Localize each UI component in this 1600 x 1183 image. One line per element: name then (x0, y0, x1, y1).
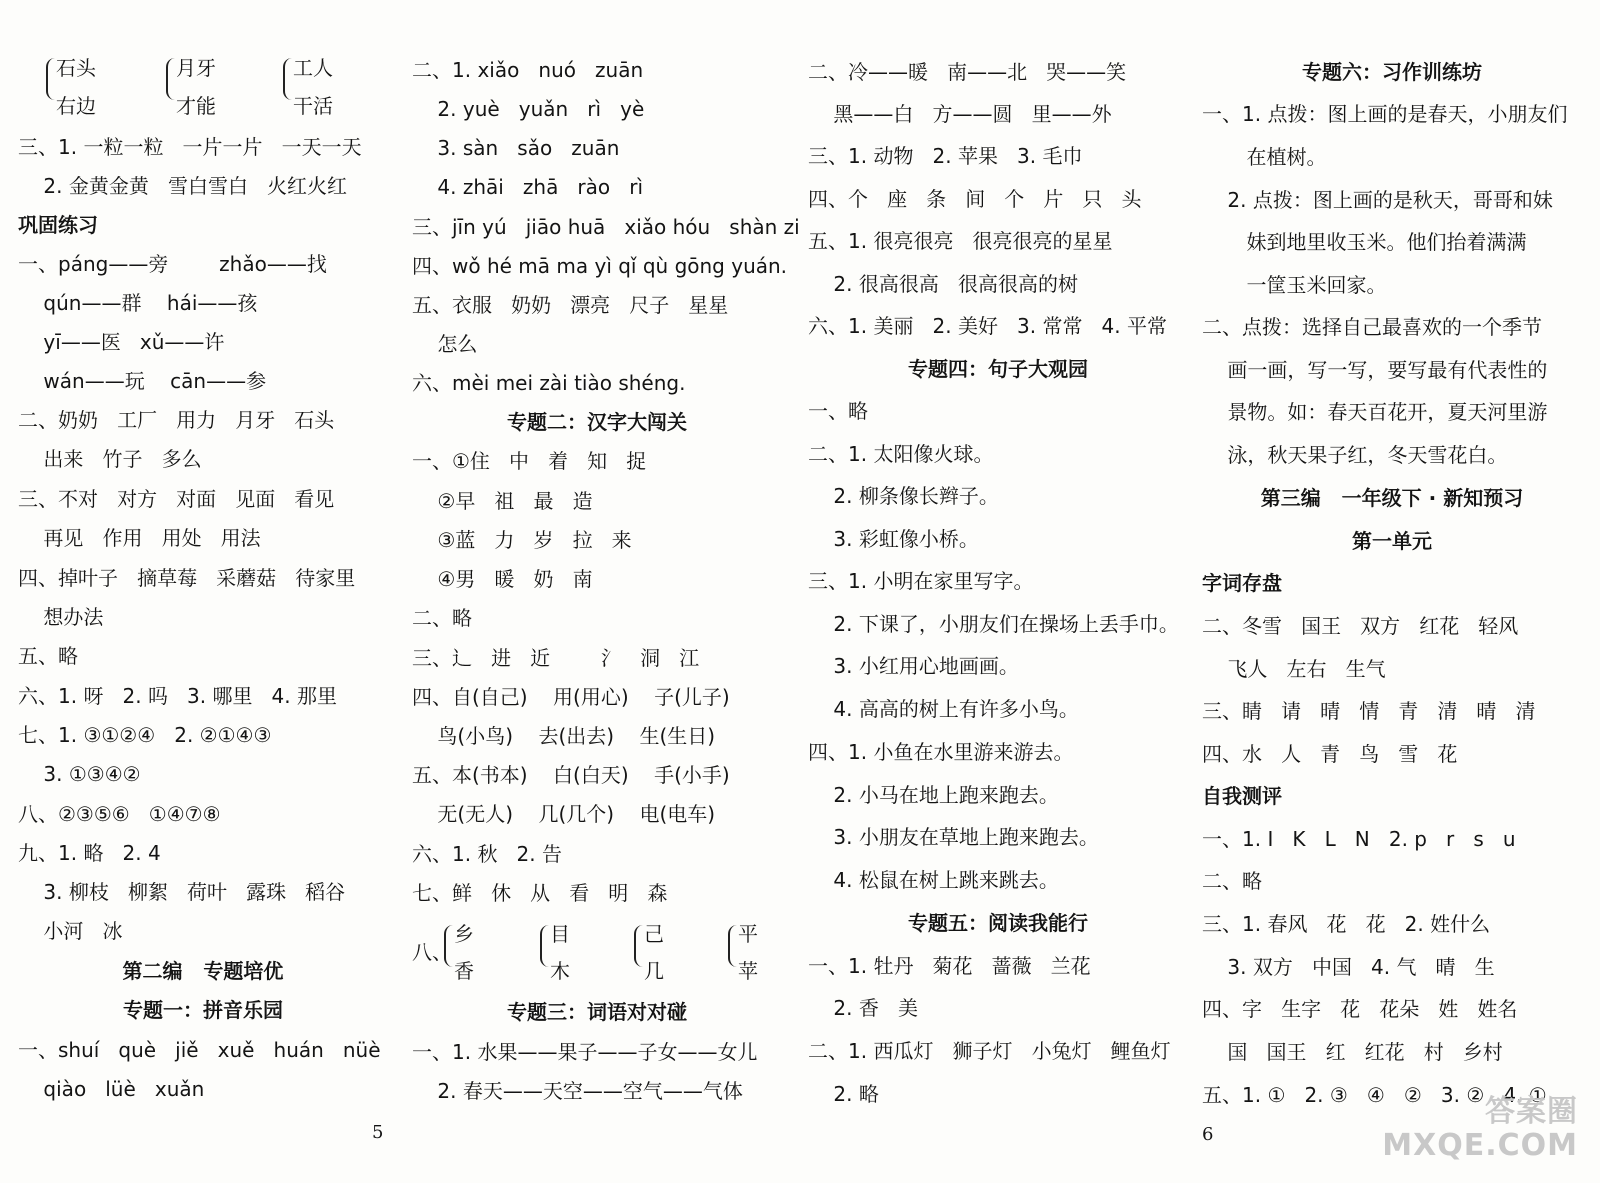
brace-word: 月牙 (176, 56, 216, 80)
answer-line: 一、1. I K L N 2. p r s u (1202, 827, 1516, 851)
answer-line: 三、jīn yú jiāo huā xiǎo hóu shàn zi (412, 215, 800, 239)
brace-word: 右边 (56, 94, 96, 118)
brace-word: 干活 (293, 94, 333, 118)
answer-line: 4. 松鼠在树上跳来跳去。 (808, 868, 1059, 892)
answer-line: 一、1. 水果——果子——子女——女儿 (412, 1040, 758, 1064)
answer-line: 无(无人) 几(几个) 电(电车) (412, 802, 716, 826)
answer-line: 2. 略 (808, 1082, 879, 1106)
topic-heading: 专题六：习作训练坊 (1302, 60, 1482, 84)
answer-line: 2. 很高很高 很高很高的树 (808, 272, 1078, 296)
answer-line: 四、水 人 青 鸟 雪 花 (1202, 742, 1458, 766)
answer-line: 2. 点拨：图上画的是秋天，哥哥和妹 (1202, 188, 1553, 212)
topic-heading: 专题三：词语对对碰 (507, 1000, 687, 1024)
answer-line: 黑——白 方——圆 里——外 (808, 102, 1112, 126)
answer-line: 画一画，写一写，要写最有代表性的 (1202, 358, 1548, 382)
answer-line: 三、辶 进 近 氵 洞 江 (412, 646, 700, 670)
answer-line: 四、1. 小鱼在水里游来游去。 (808, 740, 1074, 764)
answer-line: 一筐玉米回家。 (1202, 273, 1387, 297)
section-label: 自我测评 (1202, 784, 1282, 808)
answer-line: 四、个 座 条 间 个 片 只 头 (808, 187, 1142, 211)
answer-line: 妹到地里收玉米。他们抬着满满 (1202, 230, 1527, 254)
answer-line: 3. 小朋友在草地上跑来跑去。 (808, 825, 1099, 849)
topic-heading: 专题四：句子大观园 (908, 357, 1088, 381)
answer-line: 怎么 (412, 332, 478, 356)
section-label: 巩固练习 (18, 213, 98, 237)
answer-prefix: 八、 (412, 940, 452, 964)
answer-line: 3. 彩虹像小桥。 (808, 527, 979, 551)
brace (728, 925, 738, 967)
answer-line: 六、1. 秋 2. 告 (412, 842, 562, 866)
answer-line: 三、不对 对方 对面 见面 看见 (18, 487, 335, 511)
answer-line: 六、mèi mei zài tiào shéng. (412, 371, 686, 395)
page-number: 5 (372, 1122, 384, 1143)
part-heading: 第三编 一年级下 · 新知预习 (1260, 486, 1524, 510)
answer-line: ③蓝 力 岁 拉 来 (412, 528, 632, 552)
answer-line: 国 国王 红 红花 村 乡村 (1202, 1040, 1503, 1064)
answer-line: 六、1. 美丽 2. 美好 3. 常常 4. 平常 (808, 314, 1167, 338)
answer-line: 3. 柳枝 柳絮 荷叶 露珠 稻谷 (18, 880, 346, 904)
answer-line: 三、睛 请 晴 情 青 清 晴 清 (1202, 699, 1536, 723)
answer-line: 八、②③⑤⑥ ①④⑦⑧ (18, 802, 221, 826)
answer-line: 2. 香 美 (808, 996, 918, 1020)
answer-line: 二、略 (1202, 869, 1262, 893)
brace (634, 925, 644, 967)
answer-line: 2. 小马在地上跑来跑去。 (808, 783, 1059, 807)
answer-line: 二、略 (412, 606, 472, 630)
answer-line: 飞人 左右 生气 (1202, 657, 1386, 681)
answer-line: 一、略 (808, 399, 868, 423)
topic-heading: 专题二：汉字大闯关 (507, 410, 687, 434)
answer-line: 3. 双方 中国 4. 气 晴 生 (1202, 955, 1495, 979)
answer-line: 九、1. 略 2. 4 (18, 841, 161, 865)
answer-line: 2. 春天——天空——空气——气体 (412, 1079, 743, 1103)
watermark (1382, 1095, 1578, 1163)
answer-line: 小河 冰 (18, 919, 123, 943)
answer-line: 一、1. 点拨：图上画的是春天，小朋友们 (1202, 102, 1568, 126)
answer-line: 想办法 (18, 605, 104, 629)
answer-line: 五、衣服 奶奶 漂亮 尺子 星星 (412, 293, 729, 317)
unit-heading: 第一单元 (1352, 529, 1432, 553)
answer-line: 五、略 (18, 644, 78, 668)
answer-line: 二、点拨：选择自己最喜欢的一个季节 (1202, 315, 1542, 339)
brace-word: 木 (550, 959, 570, 983)
answer-line: 四、wǒ hé mā ma yì qǐ qù gōng yuán. (412, 254, 788, 278)
answer-line: 3. ①③④② (18, 762, 141, 786)
answer-line: 一、shuí què jiě xuě huán nüè (18, 1038, 381, 1062)
answer-line: 五、本(书本) 白(白天) 手(小手) (412, 763, 730, 787)
page-number: 6 (1202, 1124, 1214, 1145)
answer-line: 2. yuè yuǎn rì yè (412, 97, 645, 121)
topic-heading: 专题五：阅读我能行 (908, 911, 1088, 935)
answer-line: 三、1. 一粒一粒 一片一片 一天一天 (18, 135, 362, 159)
brace-word: 才能 (176, 94, 216, 118)
answer-line: 六、1. 呀 2. 吗 3. 哪里 4. 那里 (18, 684, 337, 708)
answer-line: 二、冷——暖 南——北 哭——笑 (808, 60, 1127, 84)
answer-line: 七、鲜 休 从 看 明 森 (412, 881, 668, 905)
answer-line: 三、1. 小明在家里写字。 (808, 569, 1034, 593)
brace-word: 工人 (293, 56, 333, 80)
answer-line: 泳，秋天果子红，冬天雪花白。 (1202, 443, 1508, 467)
answer-line: 三、1. 春风 花 花 2. 姓什么 (1202, 912, 1491, 936)
answer-line: 再见 作用 用处 用法 (18, 526, 261, 550)
answer-line: 二、奶奶 工厂 用力 月牙 石头 (18, 408, 335, 432)
brace (540, 925, 550, 967)
answer-line: 2. 下课了，小朋友们在操场上丢手巾。 (808, 612, 1179, 636)
answer-line: 2. 金黄金黄 雪白雪白 火红火红 (18, 174, 348, 198)
answer-line: 七、1. ③①②④ 2. ②①④③ (18, 723, 272, 747)
answer-line: ②早 祖 最 造 (412, 489, 593, 513)
brace (283, 58, 293, 100)
answer-line: 二、冬雪 国王 双方 红花 轻风 (1202, 614, 1519, 638)
brace-word: 己 (644, 922, 664, 946)
answer-line: 4. 高高的树上有许多小鸟。 (808, 697, 1079, 721)
topic-heading: 专题一：拼音乐园 (123, 998, 283, 1022)
section-label: 字词存盘 (1202, 571, 1282, 595)
answer-line: 3. sàn sǎo zuān (412, 136, 620, 160)
watermark-url: MXQE.COM (1382, 1128, 1578, 1163)
answer-line: 一、1. 牡丹 菊花 蔷薇 兰花 (808, 954, 1091, 978)
answer-line: yī——医 xǔ——许 (18, 330, 225, 354)
answer-line: 五、1. 很亮很亮 很亮很亮的星星 (808, 229, 1113, 253)
answer-line: 四、字 生字 花 花朵 姓 姓名 (1202, 997, 1518, 1021)
brace (166, 58, 176, 100)
brace-word: 目 (550, 922, 570, 946)
answer-line: 鸟(小鸟) 去(出去) 生(生日) (412, 724, 716, 748)
answer-line: 一、páng——旁 zhǎo——找 (18, 252, 327, 276)
brace (444, 925, 454, 967)
part-heading: 第二编 专题培优 (122, 959, 284, 983)
brace-word: 苹 (738, 959, 758, 983)
answer-line: ④男 暖 奶 南 (412, 567, 593, 591)
answer-line: 2. 柳条像长辫子。 (808, 484, 999, 508)
answer-line: 景物。如：春天百花开，夏天河里游 (1202, 400, 1548, 424)
answer-line: 二、1. 西瓜灯 狮子灯 小兔灯 鲤鱼灯 (808, 1039, 1171, 1063)
brace-word: 平 (738, 922, 758, 946)
answer-line: 出来 竹子 多么 (18, 447, 202, 471)
answer-line: 二、1. 太阳像火球。 (808, 442, 994, 466)
answer-line: qún——群 hái——孩 (18, 291, 258, 315)
answer-line: qiào lüè xuǎn (18, 1077, 205, 1101)
answer-line: 四、掉叶子 摘草莓 采蘑菇 待家里 (18, 566, 356, 590)
brace-word: 石头 (56, 56, 96, 80)
answer-line: 三、1. 动物 2. 苹果 3. 毛巾 (808, 144, 1083, 168)
answer-line: 五、1. ① 2. ③ ④ ② 3. ② 4. ① (1202, 1083, 1547, 1107)
brace-word: 几 (644, 959, 664, 983)
answer-line: 4. zhāi zhā rào rì (412, 175, 643, 199)
watermark-logo-text: 答案圈 (1485, 1094, 1578, 1129)
answer-line: 3. 小红用心地画画。 (808, 654, 1019, 678)
brace-word: 香 (454, 959, 474, 983)
answer-line: 四、自(自己) 用(用心) 子(儿子) (412, 685, 730, 709)
answer-line: wán——玩 cān——参 (18, 369, 267, 393)
brace (46, 58, 56, 100)
brace-word: 乡 (454, 922, 474, 946)
answer-line: 在植树。 (1202, 145, 1327, 169)
answer-line: 二、1. xiǎo nuó zuān (412, 58, 644, 82)
answer-line: 一、①住 中 着 知 捉 (412, 449, 647, 473)
